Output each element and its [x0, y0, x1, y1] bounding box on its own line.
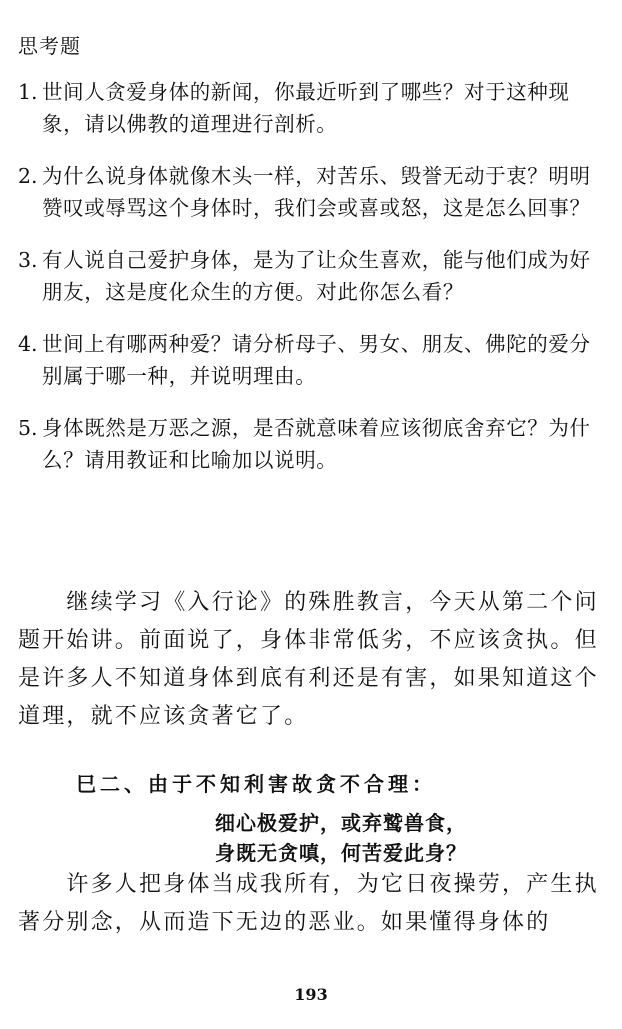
question-list: [18, 76, 610, 496]
verse-line: 身既无贪嗔，何苦爱此身？: [215, 841, 467, 865]
question-number: 1.: [18, 80, 38, 104]
body-paragraph: 继续学习《入行论》的殊胜教言，今天从第二个问题开始讲。前面说了，身体非常低劣，不应该贪执。但是许多人不知道身体到底有利还是有害，如果知道这个道理，就不应该贪著它了。: [18, 590, 599, 729]
page-heading: 思考题: [18, 34, 81, 58]
question-item: [18, 244, 610, 308]
question-number: 5.: [18, 416, 38, 440]
question-number: 4.: [18, 332, 38, 356]
question-item: [18, 328, 610, 392]
question-item: [18, 160, 610, 224]
body-paragraph: 许多人把身体当成我所有，为它日夜操劳，产生执著分别念，从而造下无边的恶业。如果懂得身体的: [18, 872, 599, 935]
verse-line: 细心极爱护，或弃鹫兽食，: [215, 811, 467, 835]
question-text: 世间上有哪两种爱？请分析母子、男女、朋友、佛陀的爱分别属于哪一种，并说明理由。: [42, 332, 591, 388]
question-item: [18, 412, 610, 476]
question-number: 3.: [18, 248, 38, 272]
page-number: 193: [294, 985, 328, 1004]
section-title: 巳二、由于不知利害故贪不合理：: [76, 772, 436, 796]
question-item: [18, 76, 610, 140]
question-number: 2.: [18, 164, 38, 188]
question-text: 身体既然是万恶之源，是否就意味着应该彻底舍弃它？为什么？请用教证和比喻加以说明。: [42, 416, 591, 472]
question-text: 为什么说身体就像木头一样，对苦乐、毁誉无动于衷？明明赞叹或辱骂这个身体时，我们会或喜或怒，这是怎么回事？: [42, 164, 591, 220]
question-text: 有人说自己爱护身体，是为了让众生喜欢，能与他们成为好朋友，这是度化众生的方便。对此你怎么看？: [42, 248, 591, 304]
question-text: 世间人贪爱身体的新闻，你最近听到了哪些？对于这种现象，请以佛教的道理进行剖析。: [42, 80, 570, 136]
